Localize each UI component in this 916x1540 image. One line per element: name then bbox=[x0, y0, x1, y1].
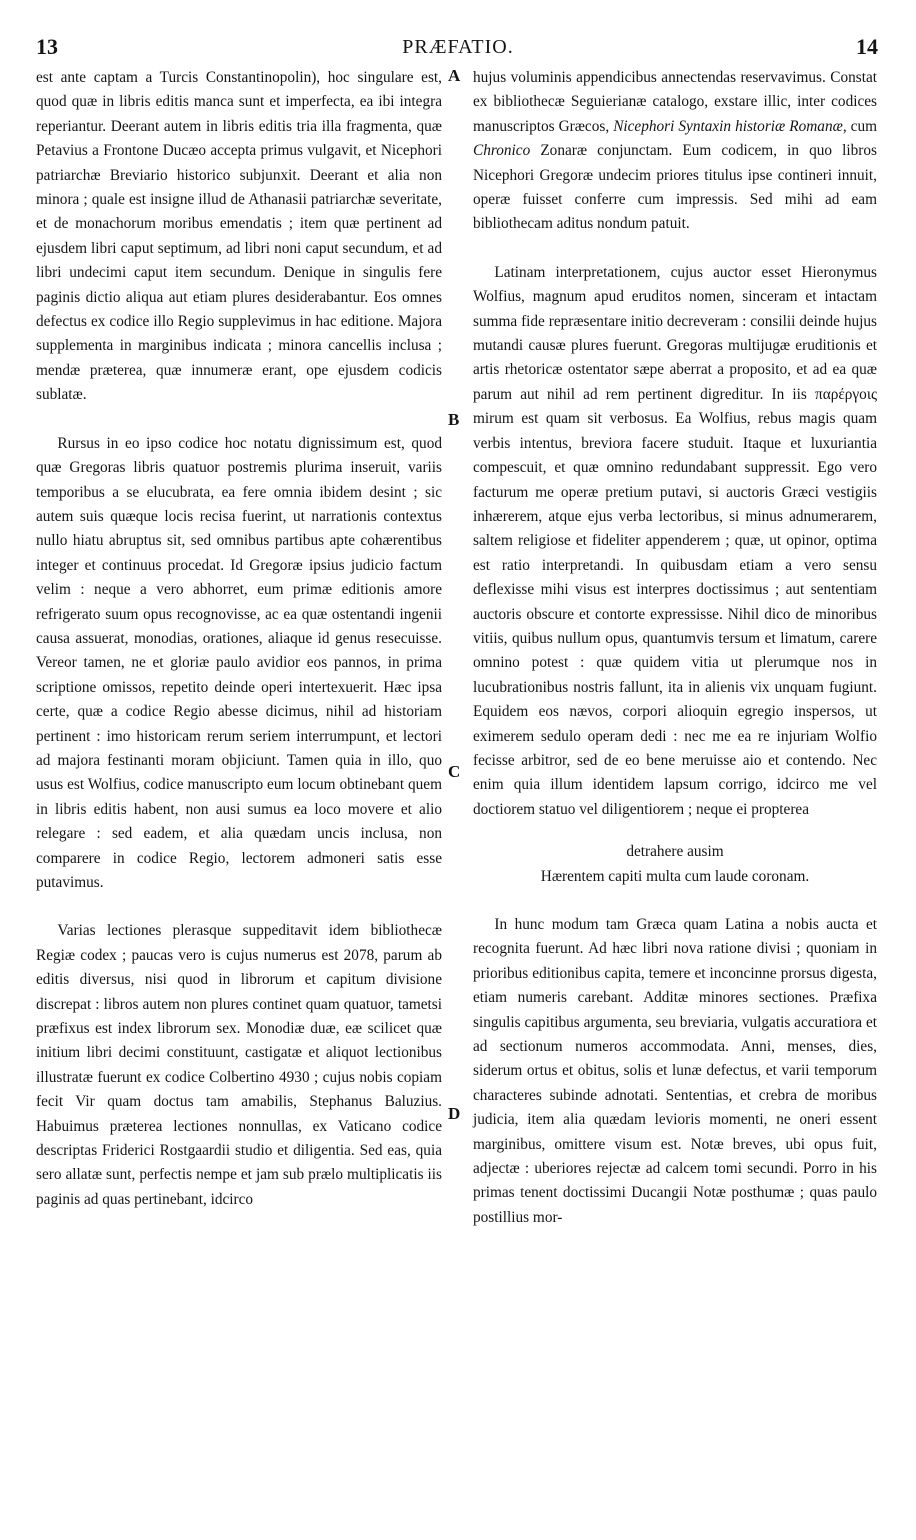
right-paragraph-1 bbox=[473, 66, 877, 237]
margin-marker-c: C bbox=[448, 762, 461, 781]
page-number-left: 13 bbox=[36, 34, 58, 59]
verse-line-2: Hærentem capiti multa cum laude coronam. bbox=[540, 867, 810, 885]
right-p1-text-a: hujus voluminis appendicibus annectendas reservavimus. Constat ex bibliothecæ Seguierianæ catalogo, exstare illic, inter codices manuscriptos Græcos, bbox=[473, 69, 877, 135]
margin-marker-d: D bbox=[448, 1104, 461, 1123]
left-column bbox=[36, 66, 442, 1212]
margin-marker-b: B bbox=[448, 410, 460, 429]
page-number-right: 14 bbox=[856, 34, 878, 59]
right-column bbox=[473, 66, 877, 1230]
right-p1-italic-title: Nicephori Syntaxin historiæ Romanæ bbox=[613, 117, 843, 135]
left-paragraph-3: Varias lectiones plerasque suppeditavit idem bibliothecæ Regiæ codex ; paucas vero is cujus numerus est 2078, parum ab editis diversus, nisi quod in librorum et capitum divisione discrepat : libros autem non plures continet quam quatuor, tametsi præfixus est index librorum sex. Monodiæ duæ, eæ scilicet quæ initium libri decimi constituunt, castigatæ et aliquot lectionibus illustratæ fuerunt ex codice Colbertino 4930 ; cujus nobis copiam fecit Vir quam doctus tam amabilis, Stephanus Baluzius. Habuimus præterea lectiones nonnullas, ex Vaticano codice descriptas Friderici Rostgaardii studio et diligentia. Sed eas, quia sero allatæ sunt, perfectis nempe et jam sub prælo multiplicatis iis paginis ad quas pertinebant, idcirco bbox=[36, 922, 442, 1208]
right-paragraph-3: In hunc modum tam Græca quam Latina a nobis aucta et recognita fuerunt. Ad hæc libri nova ratione divisi ; quoniam in prioribus editionibus capita, temere et inconcinne prorsus digesta, etiam numeris carebant. Additæ minores sectiones. Præfixa singulis capitibus argumenta, seu breviaria, vulgatis accuratiora et ad sectionum numeros accommodata. Anni, menses, dies, siderum ortus et obitus, solis et lunæ defectus, et varii temporum characteres subinde adnotati. Sententias, et crebra de moribus judicia, item alia quædam levioris momenti, ne oneri essent marginibus, omittere visum est. Notæ breves, ubi opus fuit, adjectæ : uberiores rejectæ ad calcem tomi secundi. Porro in his primas tenent doctissimi Ducangii Notæ posthumæ ; quas paulo postillius mor- bbox=[473, 916, 877, 1226]
running-title: PRÆFATIO. bbox=[402, 36, 514, 58]
right-p1-italic-chronico: Chronico bbox=[473, 142, 531, 160]
left-paragraph-2: Rursus in eo ipso codice hoc notatu dignissimum est, quod quæ Gregoras libris quatuor postremis plurima inseruit, variis temporibus a se elucubrata, ea fere omnia ibidem desint ; sic autem suis quæque locis recisa fuerint, ut narrationis contextus nullo hiatu abruptus sit, sed omnibus partibus apte cohærentibus integer et continuus procedat. Id Gregoræ ipsius judicio factum velim : neque a vero abhorret, eum primæ editionis amore refrigerato suum opus recognovisse, ac ea quæ ostentandi ingenii causa assuerat, monodias, orationes, aliaque id genus resecuisse. Vereor tamen, ne et gloriæ paulo avidior eos pannos, in prima scriptione omissos, repetito deinde operi intertexuerit. Hæc ipsa certe, quæ a codice Regio abesse dicimus, nihil ad historiam pertinent : imo historicam rerum seriem interrumpunt, et lectori ad majora festinanti moram objiciunt. Tamen quia in illo, quo usus est Wolfius, codice manuscripto eum locum obtinebant quem in libris editis habent, non ausi sumus ea loco movere et alio relegare : sed eadem, et alia quædam uncis inclusa, non comparere in codice Regio, lectorem admoneri satis esse putavimus. bbox=[36, 434, 442, 891]
margin-marker-a: A bbox=[448, 66, 461, 85]
left-paragraph-1: est ante captam a Turcis Constantinopolin), hoc singulare est, quod quæ in libris editis manca sunt et imperfecta, ea ibi integra reperiantur. Deerant autem in libris editis tria illa fragmenta, quæ Petavius a Frontone Ducæo accepta primus vulgavit, et Nicephori patriarchæ Breviario historico subjunxit. Deerant et alia non minora ; quale est insigne illud de Athanasii patriarchæ severitate, et de monachorum moribus emendatis ; item quæ pertinent ad ejusdem libri caput septimum, ad libri noni caput secundum, et ad libri undecimi caput item secundum. Denique in singulis fere paginis dictio aliqua aut etiam plures desiderabantur. Eos omnes defectus ex codice illo Regio supplevimus in hac editione. Majora supplementa in marginibus indicata ; minora cancellis inclusa ; mendæ præterea, quæ innumeræ erant, ope ejusdem codicis sublatæ. bbox=[36, 69, 442, 404]
right-p1-text-b: , cum bbox=[842, 117, 877, 135]
verse-quote bbox=[473, 840, 877, 889]
right-p1-text-c: Zonaræ conjunctam. Eum codicem, in quo libros Nicephori Gregoræ undecim priores titulus ipse contineri innuit, operæ fuisset conferre cum impressis. Sed mihi ad eam bibliothecam aditus nondum patuit. bbox=[473, 142, 877, 233]
page-header bbox=[0, 34, 916, 64]
verse-line-1: detrahere ausim bbox=[626, 843, 724, 861]
right-paragraph-2: Latinam interpretationem, cujus auctor esset Hieronymus Wolfius, magnum apud eruditos nomen, sinceram et intactam summa fide repræsentare initio decreveram : consilii deinde hujus mutandi causæ plures fuerunt. Gregoras multijugæ eruditionis et artis rhetoricæ ostentator sæpe aberrat a proposito, et ad ea quæ parum aut nihil ad rem pertinent digreditur. In iis παρέργοις mirum est quam sit verbosus. Ea Wolfius, rebus magis quam verbis intentus, breviora facere studuit. Itaque et luxuriantia compescuit, et quæ omnino redundabant suppressit. Ego vero facturum me operæ pretium putavi, si auctoris Græci vestigiis inhærerem, atque ejus verba lectoribus, si minus adnumerarem, saltem religiose et fideliter appenderem ; quæ, ut opinor, optima est ratio interpretandi. In quibusdam etiam a vero sensu deflexisse mihi visus est interpres doctissimus ; aut sententiam auctoris obscure et contorte expressisse. Nihil dico de minoribus vitiis, quibus nullum opus, quantumvis tersum et limatum, carere omnino potest : quæ quidem vitia ut plerumque nos in lucubrationibus nostris fallunt, ita in alienis vix unquam fugiunt. Equidem eos nævos, corpori alioquin egregio inspersos, ut eximerem sedulo operam dedi : nec me ea re injuriam Wolfio fecisse arbitror, sed de eo bene meruisse aio et contendo. Nec enim quia illum identidem lapsum corrigo, idcirco me vel doctiorem statuo vel diligentiorem ; neque ei propterea bbox=[473, 263, 877, 818]
